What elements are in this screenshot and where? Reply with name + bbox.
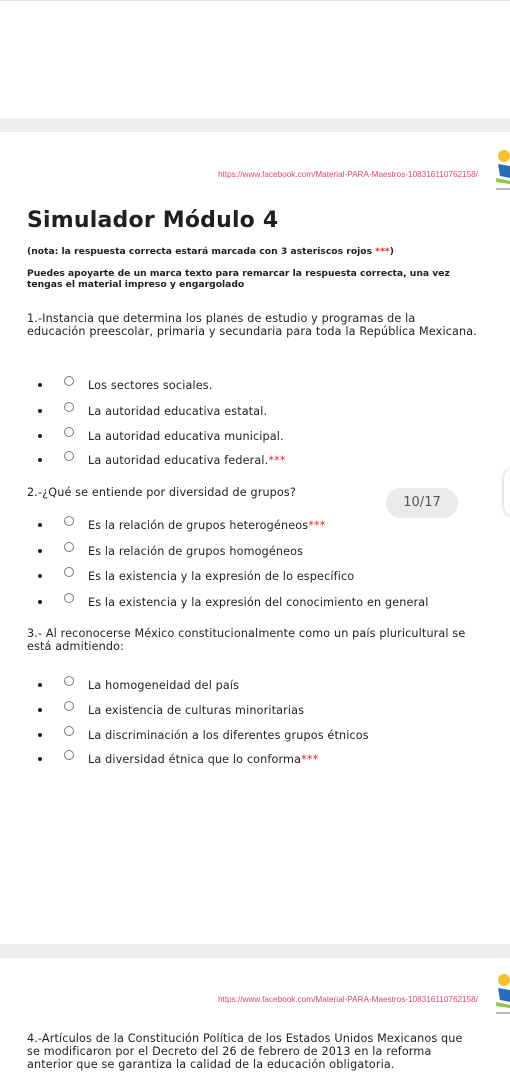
bullet — [38, 383, 42, 387]
divider — [0, 0, 510, 1]
question-2: 2.-¿Qué se entiende por diversidad de grupos? — [27, 486, 296, 499]
document-page-11 — [0, 958, 510, 1077]
note-close: ) — [389, 246, 394, 257]
option-label: La discriminación a los diferentes grupos étnicos — [88, 729, 369, 742]
facebook-link[interactable]: https://www.facebook.com/Material-PARA-Maestros-108316110762158/ — [217, 170, 478, 179]
radio-button[interactable] — [64, 701, 74, 711]
option-label: Los sectores sociales. — [88, 379, 213, 392]
option-label: La homogeneidad del país — [88, 679, 240, 692]
bullet — [38, 683, 42, 687]
bullet — [38, 409, 42, 413]
note-text: (nota: la respuesta correcta estará marcada con 3 asteriscos rojos — [27, 246, 376, 257]
answer-note — [27, 246, 394, 257]
radio-button[interactable] — [64, 567, 74, 577]
bullet — [38, 434, 42, 438]
bullet — [38, 574, 42, 578]
bullet — [38, 549, 42, 553]
radio-button[interactable] — [64, 676, 74, 686]
bullet — [38, 523, 42, 527]
brand-logo — [490, 148, 510, 194]
option-label: La autoridad educativa municipal. — [88, 430, 284, 443]
option-label: La existencia de culturas minoritarias — [88, 704, 305, 717]
radio-button[interactable] — [64, 726, 74, 736]
option-label: Es la relación de grupos homogéneos — [88, 545, 304, 558]
option-label: Es la relación de grupos heterogéneos*** — [88, 519, 326, 532]
radio-button[interactable] — [64, 402, 74, 412]
radio-button[interactable] — [64, 542, 74, 552]
bullet — [38, 458, 42, 462]
option-label: La autoridad educativa estatal. — [88, 405, 268, 418]
radio-button[interactable] — [64, 451, 74, 461]
option-label: La autoridad educativa federal.*** — [88, 454, 286, 467]
bullet — [38, 600, 42, 604]
question-4: 4.-Artículos de la Constitución Política de los Estados Unidos Mexicanos que se modificaron por el Decreto del 26 de febrero de 2013 en la reforma anterior que se garantiza la calidad de la educación obligatoria. — [27, 1032, 463, 1071]
document-page-10 — [0, 132, 510, 944]
bullet — [38, 757, 42, 761]
study-hint: Puedes apoyarte de un marca texto para remarcar la respuesta correcta, una vez tengas el material impreso y engargolado — [27, 268, 450, 290]
bullet — [38, 708, 42, 712]
radio-button[interactable] — [64, 516, 74, 526]
option-label: Es la existencia y la expresión de lo específico — [88, 570, 355, 583]
facebook-link[interactable]: https://www.facebook.com/Material-PARA-Maestros-108316110762158/ — [217, 995, 478, 1004]
page-title: Simulador Módulo 4 — [27, 208, 279, 233]
question-3: 3.- Al reconocerse México constitucionalmente como un país pluricultural se está admitiendo: — [27, 627, 466, 653]
option-label: Es la existencia y la expresión del conocimiento en general — [88, 596, 429, 609]
note-stars: *** — [375, 246, 390, 257]
page-indicator: 10/17 — [386, 488, 458, 518]
option-label: La diversidad étnica que lo conforma*** — [88, 753, 319, 766]
radio-button[interactable] — [64, 593, 74, 603]
brand-logo — [490, 972, 510, 1018]
radio-button[interactable] — [64, 750, 74, 760]
radio-button[interactable] — [64, 427, 74, 437]
previous-page-bottom — [0, 0, 510, 118]
bullet — [38, 733, 42, 737]
scroll-handle[interactable] — [504, 468, 510, 516]
radio-button[interactable] — [64, 376, 74, 386]
question-1: 1.-Instancia que determina los planes de estudio y programas de la educación preescolar, primaria y secundaria para toda la República Mexicana. — [27, 312, 477, 338]
